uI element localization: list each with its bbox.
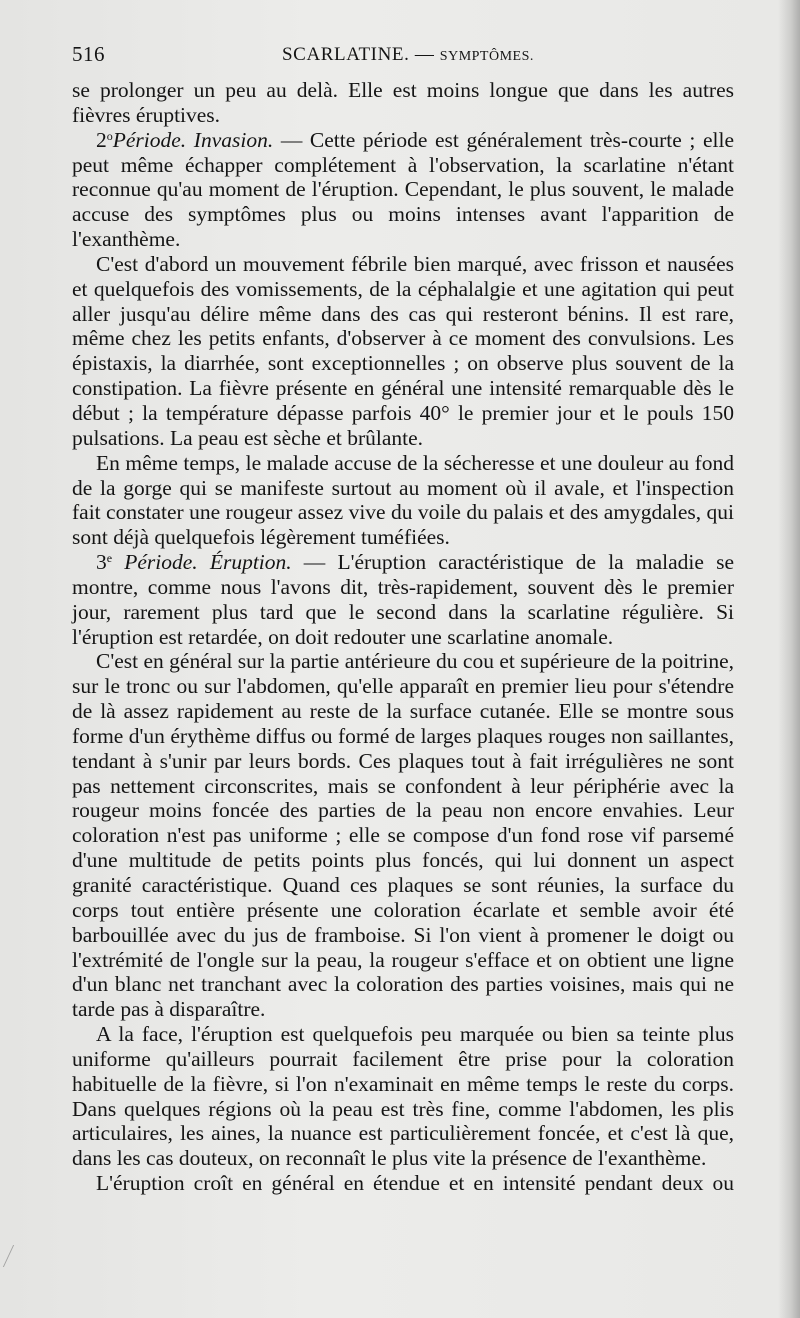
- section-heading-invasion: Période. Invasion.: [112, 127, 274, 152]
- paragraph-8-text: L'éruption croît en général en étendue et en intensité pendant deux ou: [96, 1171, 734, 1196]
- period-ordinal-2: o: [106, 128, 113, 143]
- paragraph-2: [72, 128, 734, 252]
- running-title-sub: SYMPTÔMES.: [439, 49, 534, 64]
- page-spine-shadow: [778, 0, 800, 1318]
- paragraph-3-text: C'est d'abord un mouvement fébrile bien marqué, avec frisson et nausées et quelquefois des vomissements, de la céphalalgie et une agitation qui peut aller jusqu'au délire même dans des cas qui resteront bénins. Il est rare, même chez les petits enfants, d'observer à ce moment des convulsions. Les épistaxis, la diarrhée, sont exceptionnelles ; on observe plus souvent de la constipation. La fièvre présente en général une intensité remarquable dès le début ; la température dépasse parfois 40° le premier jour et le pouls 150 pulsations. La peau est sèche et brûlante.: [72, 251, 734, 450]
- paragraph-2-text: — Cette période est généralement très-courte ; elle peut même échapper complétement à l'observation, la scarlatine n'étant reconnue qu'au moment de l'éruption. Cependant, le plus souvent, le malade accuse des symptômes plus ou moins intenses avant l'apparition de l'exanthème.: [72, 127, 734, 252]
- paragraph-6: [72, 649, 734, 1022]
- running-header: [72, 42, 732, 70]
- running-title-main: SCARLATINE.: [282, 44, 410, 65]
- paragraph-6-text: C'est en général sur la partie antérieure du cou et supérieure de la poitrine, sur le tronc ou sur l'abdomen, qu'elle apparaît en premier lieu pour s'étendre de là assez rapidement au reste de la surface cutanée. Elle se montre sous forme d'un érythème diffus ou formé de larges plaques rouges non saillantes, tendant à s'unir par leurs bords. Ces plaques tout à fait irrégulières ne sont pas nettement circonscrites, mais se confondent à leur périphérie avec la rougeur moins foncée des parties de la peau non encore envahies. Leur coloration n'est pas uniforme ; elle se compose d'un fond rose vif parsemé d'une multitude de petits points plus foncés, qui lui donnent un aspect granité caractéristique. Quand ces plaques se sont réunies, la surface du corps tout entière présente une coloration écarlate et semble avoir été barbouillée avec du jus de framboise. Si l'on vient à promener le doigt ou l'extrémité de l'ongle sur la peau, la rougeur s'efface et on obtient une ligne d'un blanc net tranchant avec la coloration des parties voisines, mais qui ne tarde pas à disparaître.: [72, 649, 734, 1022]
- running-title: [282, 44, 534, 66]
- running-title-dash: —: [414, 44, 435, 65]
- paragraph-3: [72, 252, 734, 451]
- section-heading-eruption: Période. Éruption.: [124, 550, 292, 575]
- paragraph-7-text: A la face, l'éruption est quelquefois peu marquée ou bien sa teinte plus uniforme qu'ailleurs pourrait facilement être prise pour la coloration habituelle de la fièvre, si l'on n'examinait en même temps le reste du corps. Dans quelques régions où la peau est très fine, comme l'abdomen, les plis articulaires, les aines, la nuance est particulièrement foncée, et c'est là que, dans les cas douteux, on reconnaît le plus vite la présence de l'exanthème.: [72, 1022, 734, 1171]
- paragraph-5: [72, 550, 734, 649]
- paragraph-1-text: se prolonger un peu au delà. Elle est moins longue que dans les autres fièvres éruptives.: [72, 78, 734, 127]
- period-number-3: 3: [96, 550, 107, 575]
- paragraph-8: [72, 1171, 734, 1196]
- body-text: [72, 78, 734, 1196]
- paragraph-7: [72, 1022, 734, 1171]
- margin-pencil-mark: [3, 1245, 28, 1267]
- paragraph-1: [72, 78, 734, 128]
- page-number: 516: [72, 42, 105, 66]
- paragraph-4: [72, 451, 734, 550]
- period-ordinal-3: e: [106, 551, 113, 566]
- paragraph-5-text: — L'éruption caractéristique de la maladie se montre, comme nous l'avons dit, très-rapidement, souvent dès le premier jour, rarement plus tard que le second dans la scarlatine régulière. Si l'éruption est retardée, on doit redouter une scarlatine anomale.: [72, 550, 734, 649]
- paragraph-4-text: En même temps, le malade accuse de la sécheresse et une douleur au fond de la gorge qui se manifeste surtout au moment où il avale, et l'inspection fait constater une rougeur assez vive du voile du palais et des amygdales, qui sont déjà quelquefois légèrement tuméfiées.: [72, 450, 734, 550]
- period-number-2: 2: [96, 127, 107, 152]
